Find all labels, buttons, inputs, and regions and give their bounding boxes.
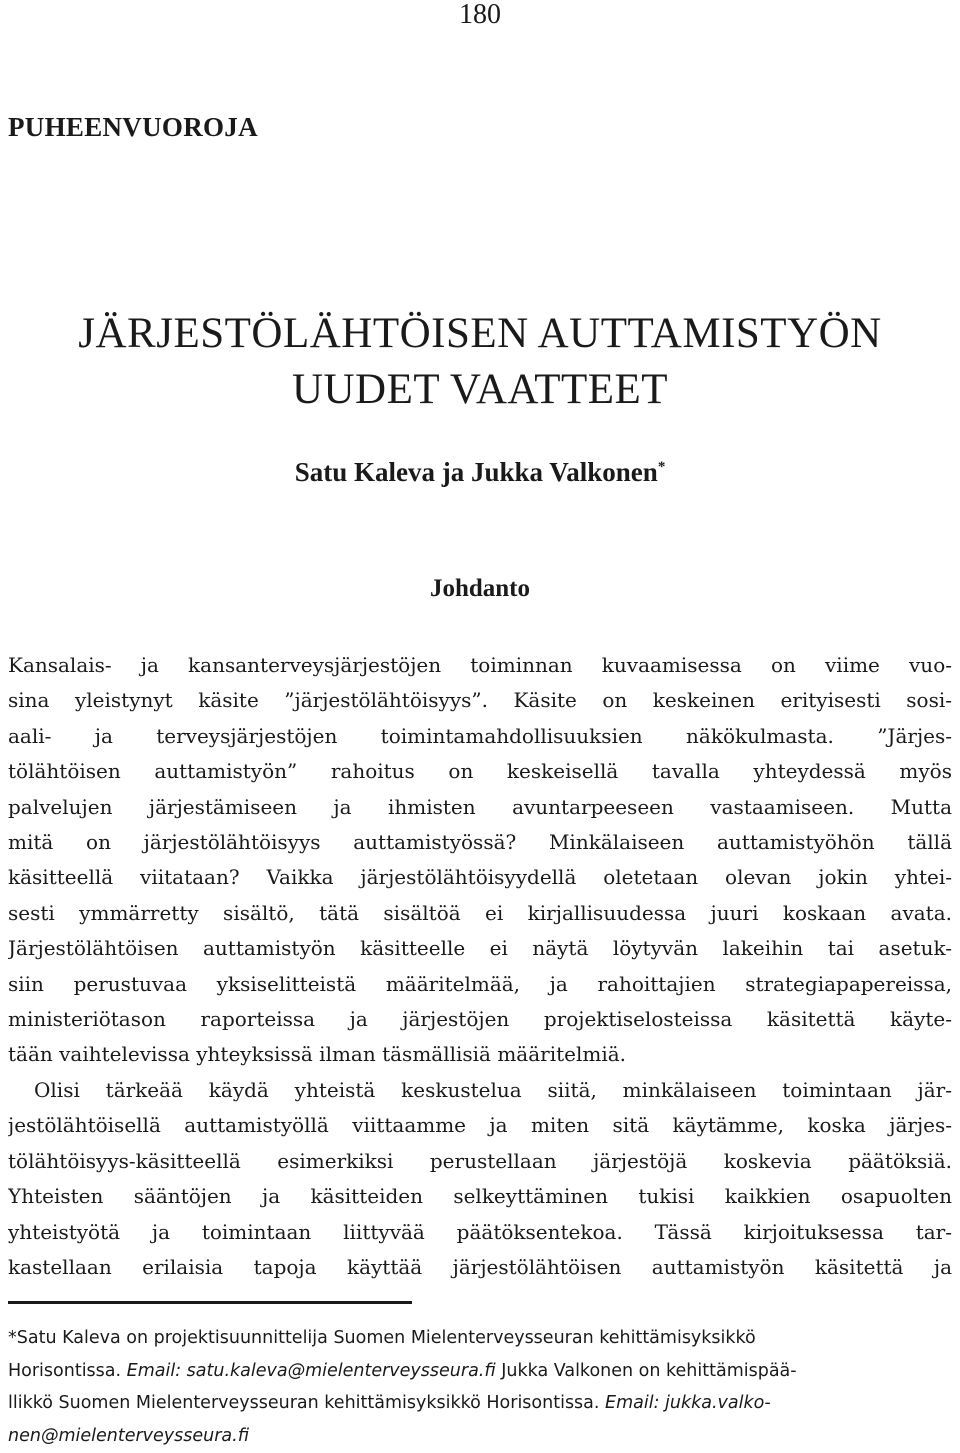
body-text	[8, 648, 952, 1285]
text-line: mitä on järjestölähtöisyys auttamistyössä? Minkälaiseen auttamistyöhön tällä	[8, 830, 952, 855]
text-line: Järjestölähtöisen auttamistyön käsitteelle ei näytä löytyvän lakeihin tai asetuk-	[8, 936, 952, 961]
text-line: jestölähtöisellä auttamistyöllä viittaamme ja miten sitä käytämme, koska järjes-	[8, 1113, 952, 1138]
text-line: tölähtöisen auttamistyön” rahoitus on keskeisellä tavalla yhteydessä myös	[8, 759, 952, 784]
footnote-line: *Satu Kaleva on projektisuunnittelija Suomen Mielenterveysseuran kehittämisyksikkö	[8, 1328, 756, 1348]
footnote-marker: *	[657, 459, 666, 475]
text-line: Yhteisten sääntöjen ja käsitteiden selkeyttäminen tukisi kaikkien osapuolten	[8, 1184, 952, 1209]
authors	[0, 455, 960, 489]
text-line: käsitteellä viitataan? Vaikka järjestölähtöisyydellä oletetaan olevan jokin yhtei-	[8, 865, 952, 890]
author-names: Satu Kaleva ja Jukka Valkonen	[294, 457, 658, 487]
text-line: palvelujen järjestämiseen ja ihmisten avuntarpeeseen vastaamiseen. Mutta	[8, 794, 952, 819]
text-line: sina yleistynyt käsite ”järjestölähtöisyys”. Käsite on keskeinen erityisesti sosi-	[8, 688, 952, 713]
text-line: tään vaihtelevissa yhteyksissä ilman täsmällisiä määritelmiä.	[8, 1042, 627, 1067]
text-line: tölähtöisyys-käsitteellä esimerkiksi perustellaan järjestöjä koskevia päätöksiä.	[8, 1148, 952, 1173]
text-line: yhteistyötä ja toimintaan liittyvää päätöksentekoa. Tässä kirjoituksessa tar-	[8, 1219, 952, 1244]
footnote	[8, 1322, 952, 1452]
text-line: Olisi tärkeää käydä yhteistä keskustelua siitä, minkälaiseen toimintaan jär-	[34, 1077, 952, 1102]
paragraph-1	[8, 648, 952, 1073]
footnote-text: Jukka Valkonen on kehittämispää-	[495, 1360, 797, 1381]
footnote-line	[8, 1387, 952, 1420]
title-line-2: UUDET VAATTEET	[291, 366, 669, 413]
email-link[interactable]: Email: jukka.valko-	[605, 1393, 771, 1413]
section-label: PUHEENVUOROJA	[8, 112, 258, 142]
text-line: siin perustuvaa yksiselitteistä määritelmää, ja rahoittajien strategiapapereissa,	[8, 971, 952, 996]
email-link[interactable]: nen@mielenterveysseura.fi	[8, 1425, 250, 1446]
paragraph-2	[8, 1073, 952, 1285]
page-number: 180	[459, 0, 501, 30]
footnote-line	[8, 1355, 952, 1388]
text-line: ministeriötason raporteissa ja järjestöjen projektiselosteissa käsitettä käyte-	[8, 1007, 952, 1032]
text-line: Kansalais- ja kansanterveysjärjestöjen toiminnan kuvaamisessa on viime vuo-	[8, 653, 952, 677]
text-line: aali- ja terveysjärjestöjen toimintamahdollisuuksien näkökulmasta. ”Järjes-	[8, 723, 952, 748]
text-line: sesti ymmärretty sisältö, tätä sisältöä ei kirjallisuudessa juuri koskaan avata.	[8, 900, 952, 925]
footnote-line	[8, 1420, 952, 1453]
footnote-divider	[8, 1301, 412, 1304]
article-title	[0, 306, 960, 418]
title-line-1: JÄRJESTÖLÄHTÖISEN AUTTAMISTYÖN	[78, 310, 882, 357]
footnote-text: llikkö Suomen Mielenterveysseuran kehittämisyksikkö Horisontissa.	[8, 1393, 606, 1413]
email-link[interactable]: Email: satu.kaleva@mielenterveysseura.fi	[126, 1360, 496, 1381]
section-heading: Johdanto	[429, 575, 531, 602]
footnote-text: Horisontissa.	[8, 1360, 127, 1381]
text-line: kastellaan erilaisia tapoja käyttää järjestölähtöisen auttamistyön käsitettä ja	[8, 1254, 952, 1279]
